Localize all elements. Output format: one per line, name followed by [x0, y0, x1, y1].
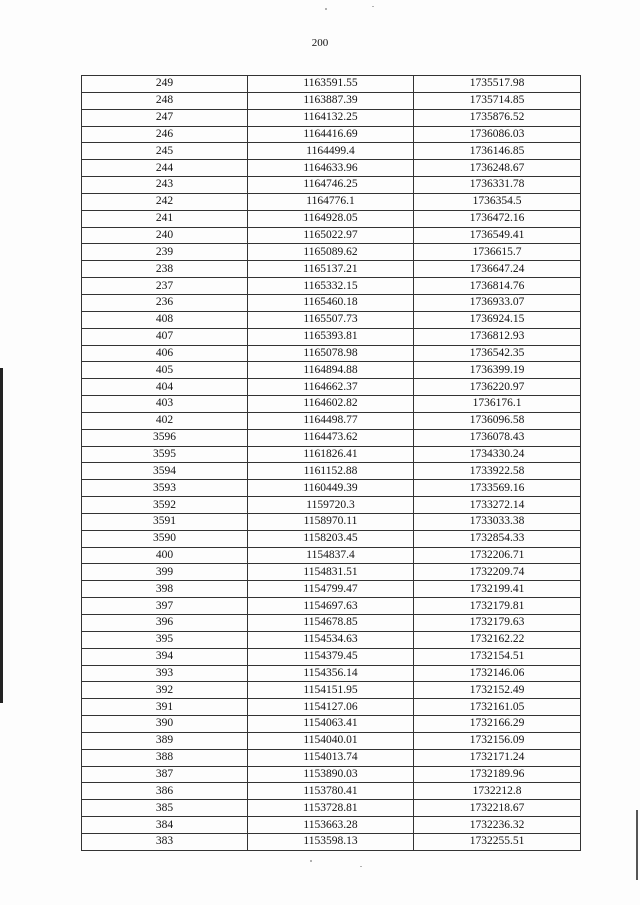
- point-number-cell: 391: [82, 699, 248, 716]
- point-number-cell: 400: [82, 547, 248, 564]
- y-coordinate-cell: 1732212.8: [414, 783, 581, 800]
- y-coordinate-cell: 1732189.96: [414, 766, 581, 783]
- y-coordinate-cell: 1732255.51: [414, 833, 581, 850]
- y-coordinate-cell: 1736086.03: [414, 126, 581, 143]
- x-coordinate-cell: 1154379.45: [248, 648, 414, 665]
- x-coordinate-cell: 1154040.01: [248, 732, 414, 749]
- point-number-cell: 387: [82, 766, 248, 783]
- scan-speck: [372, 6, 374, 7]
- y-coordinate-cell: 1736399.19: [414, 362, 581, 379]
- table-row: [82, 261, 581, 278]
- table-row: [82, 497, 581, 514]
- table-row: [82, 547, 581, 564]
- x-coordinate-cell: 1164132.25: [248, 109, 414, 126]
- table-row: [82, 412, 581, 429]
- point-number-cell: 390: [82, 716, 248, 733]
- y-coordinate-cell: 1735517.98: [414, 76, 581, 93]
- y-coordinate-cell: 1736615.7: [414, 244, 581, 261]
- y-coordinate-cell: 1732171.24: [414, 749, 581, 766]
- point-number-cell: 396: [82, 615, 248, 632]
- table-row: [82, 362, 581, 379]
- x-coordinate-cell: 1165078.98: [248, 345, 414, 362]
- point-number-cell: 384: [82, 817, 248, 834]
- y-coordinate-cell: 1736354.5: [414, 193, 581, 210]
- table-row: [82, 92, 581, 109]
- coordinates-table: [81, 75, 581, 851]
- scan-edge-left: [0, 368, 3, 703]
- x-coordinate-cell: 1165022.97: [248, 227, 414, 244]
- table-row: [82, 126, 581, 143]
- table-row: [82, 530, 581, 547]
- point-number-cell: 399: [82, 564, 248, 581]
- y-coordinate-cell: 1736542.35: [414, 345, 581, 362]
- x-coordinate-cell: 1154127.06: [248, 699, 414, 716]
- table-row: [82, 665, 581, 682]
- point-number-cell: 403: [82, 396, 248, 413]
- x-coordinate-cell: 1154831.51: [248, 564, 414, 581]
- y-coordinate-cell: 1736549.41: [414, 227, 581, 244]
- scan-speck: [325, 8, 327, 10]
- y-coordinate-cell: 1732209.74: [414, 564, 581, 581]
- x-coordinate-cell: 1164894.88: [248, 362, 414, 379]
- x-coordinate-cell: 1165137.21: [248, 261, 414, 278]
- y-coordinate-cell: 1736248.67: [414, 160, 581, 177]
- point-number-cell: 406: [82, 345, 248, 362]
- x-coordinate-cell: 1153598.13: [248, 833, 414, 850]
- point-number-cell: 249: [82, 76, 248, 93]
- table-row: [82, 800, 581, 817]
- x-coordinate-cell: 1165460.18: [248, 294, 414, 311]
- point-number-cell: 239: [82, 244, 248, 261]
- point-number-cell: 389: [82, 732, 248, 749]
- y-coordinate-cell: 1732179.81: [414, 598, 581, 615]
- y-coordinate-cell: 1736924.15: [414, 311, 581, 328]
- x-coordinate-cell: 1153663.28: [248, 817, 414, 834]
- point-number-cell: 244: [82, 160, 248, 177]
- table-row: [82, 76, 581, 93]
- y-coordinate-cell: 1736220.97: [414, 379, 581, 396]
- table-row: [82, 564, 581, 581]
- table-row: [82, 177, 581, 194]
- point-number-cell: 3593: [82, 480, 248, 497]
- y-coordinate-cell: 1732162.22: [414, 631, 581, 648]
- table-row: [82, 160, 581, 177]
- x-coordinate-cell: 1165089.62: [248, 244, 414, 261]
- y-coordinate-cell: 1732206.71: [414, 547, 581, 564]
- y-coordinate-cell: 1734330.24: [414, 446, 581, 463]
- x-coordinate-cell: 1164633.96: [248, 160, 414, 177]
- point-number-cell: 397: [82, 598, 248, 615]
- x-coordinate-cell: 1154356.14: [248, 665, 414, 682]
- y-coordinate-cell: 1733033.38: [414, 513, 581, 530]
- y-coordinate-cell: 1736812.93: [414, 328, 581, 345]
- point-number-cell: 407: [82, 328, 248, 345]
- y-coordinate-cell: 1736146.85: [414, 143, 581, 160]
- x-coordinate-cell: 1164776.1: [248, 193, 414, 210]
- x-coordinate-cell: 1164602.82: [248, 396, 414, 413]
- point-number-cell: 383: [82, 833, 248, 850]
- table-row: [82, 345, 581, 362]
- y-coordinate-cell: 1732156.09: [414, 732, 581, 749]
- point-number-cell: 404: [82, 379, 248, 396]
- point-number-cell: 241: [82, 210, 248, 227]
- page-number: 200: [311, 37, 329, 49]
- x-coordinate-cell: 1164416.69: [248, 126, 414, 143]
- table-row: [82, 210, 581, 227]
- table-row: [82, 749, 581, 766]
- scan-edge-right: [636, 810, 638, 880]
- point-number-cell: 3594: [82, 463, 248, 480]
- y-coordinate-cell: 1732199.41: [414, 581, 581, 598]
- y-coordinate-cell: 1732179.63: [414, 615, 581, 632]
- point-number-cell: 388: [82, 749, 248, 766]
- x-coordinate-cell: 1154013.74: [248, 749, 414, 766]
- table-row: [82, 513, 581, 530]
- x-coordinate-cell: 1161826.41: [248, 446, 414, 463]
- y-coordinate-cell: 1733272.14: [414, 497, 581, 514]
- point-number-cell: 243: [82, 177, 248, 194]
- point-number-cell: 237: [82, 278, 248, 295]
- point-number-cell: 398: [82, 581, 248, 598]
- y-coordinate-cell: 1732854.33: [414, 530, 581, 547]
- table-row: [82, 732, 581, 749]
- table-row: [82, 817, 581, 834]
- point-number-cell: 3596: [82, 429, 248, 446]
- point-number-cell: 242: [82, 193, 248, 210]
- y-coordinate-cell: 1736472.16: [414, 210, 581, 227]
- x-coordinate-cell: 1164662.37: [248, 379, 414, 396]
- y-coordinate-cell: 1732152.49: [414, 682, 581, 699]
- x-coordinate-cell: 1163591.55: [248, 76, 414, 93]
- x-coordinate-cell: 1163887.39: [248, 92, 414, 109]
- y-coordinate-cell: 1732236.32: [414, 817, 581, 834]
- x-coordinate-cell: 1154063.41: [248, 716, 414, 733]
- x-coordinate-cell: 1153728.81: [248, 800, 414, 817]
- x-coordinate-cell: 1154534.63: [248, 631, 414, 648]
- point-number-cell: 238: [82, 261, 248, 278]
- x-coordinate-cell: 1165393.81: [248, 328, 414, 345]
- table-row: [82, 109, 581, 126]
- x-coordinate-cell: 1158970.11: [248, 513, 414, 530]
- point-number-cell: 392: [82, 682, 248, 699]
- table-row: [82, 615, 581, 632]
- point-number-cell: 248: [82, 92, 248, 109]
- table-row: [82, 193, 581, 210]
- y-coordinate-cell: 1736331.78: [414, 177, 581, 194]
- table-row: [82, 581, 581, 598]
- table-row: [82, 648, 581, 665]
- y-coordinate-cell: 1736814.76: [414, 278, 581, 295]
- x-coordinate-cell: 1154799.47: [248, 581, 414, 598]
- point-number-cell: 394: [82, 648, 248, 665]
- x-coordinate-cell: 1164928.05: [248, 210, 414, 227]
- table-row: [82, 143, 581, 160]
- table-row: [82, 480, 581, 497]
- point-number-cell: 385: [82, 800, 248, 817]
- table-row: [82, 396, 581, 413]
- coordinates-table-body: [82, 76, 581, 851]
- y-coordinate-cell: 1735714.85: [414, 92, 581, 109]
- point-number-cell: 245: [82, 143, 248, 160]
- x-coordinate-cell: 1159720.3: [248, 497, 414, 514]
- point-number-cell: 240: [82, 227, 248, 244]
- point-number-cell: 393: [82, 665, 248, 682]
- table-row: [82, 682, 581, 699]
- x-coordinate-cell: 1158203.45: [248, 530, 414, 547]
- x-coordinate-cell: 1154697.63: [248, 598, 414, 615]
- point-number-cell: 236: [82, 294, 248, 311]
- y-coordinate-cell: 1733922.58: [414, 463, 581, 480]
- point-number-cell: 3592: [82, 497, 248, 514]
- y-coordinate-cell: 1736096.58: [414, 412, 581, 429]
- x-coordinate-cell: 1160449.39: [248, 480, 414, 497]
- x-coordinate-cell: 1154151.95: [248, 682, 414, 699]
- x-coordinate-cell: 1153780.41: [248, 783, 414, 800]
- point-number-cell: 3595: [82, 446, 248, 463]
- x-coordinate-cell: 1154837.4: [248, 547, 414, 564]
- scan-speck: [310, 860, 312, 862]
- x-coordinate-cell: 1165332.15: [248, 278, 414, 295]
- scan-speck: [360, 866, 362, 867]
- table-row: [82, 379, 581, 396]
- point-number-cell: 395: [82, 631, 248, 648]
- point-number-cell: 402: [82, 412, 248, 429]
- table-row: [82, 598, 581, 615]
- y-coordinate-cell: 1735876.52: [414, 109, 581, 126]
- y-coordinate-cell: 1732161.05: [414, 699, 581, 716]
- table-row: [82, 463, 581, 480]
- table-row: [82, 429, 581, 446]
- table-row: [82, 783, 581, 800]
- y-coordinate-cell: 1736933.07: [414, 294, 581, 311]
- point-number-cell: 386: [82, 783, 248, 800]
- y-coordinate-cell: 1732146.06: [414, 665, 581, 682]
- x-coordinate-cell: 1161152.88: [248, 463, 414, 480]
- y-coordinate-cell: 1732218.67: [414, 800, 581, 817]
- y-coordinate-cell: 1736647.24: [414, 261, 581, 278]
- table-row: [82, 244, 581, 261]
- x-coordinate-cell: 1153890.03: [248, 766, 414, 783]
- x-coordinate-cell: 1164473.62: [248, 429, 414, 446]
- point-number-cell: 247: [82, 109, 248, 126]
- point-number-cell: 405: [82, 362, 248, 379]
- y-coordinate-cell: 1733569.16: [414, 480, 581, 497]
- point-number-cell: 3590: [82, 530, 248, 547]
- x-coordinate-cell: 1164499.4: [248, 143, 414, 160]
- table-row: [82, 311, 581, 328]
- x-coordinate-cell: 1154678.85: [248, 615, 414, 632]
- table-row: [82, 699, 581, 716]
- table-row: [82, 227, 581, 244]
- y-coordinate-cell: 1732154.51: [414, 648, 581, 665]
- point-number-cell: 408: [82, 311, 248, 328]
- table-row: [82, 631, 581, 648]
- point-number-cell: 246: [82, 126, 248, 143]
- x-coordinate-cell: 1165507.73: [248, 311, 414, 328]
- table-row: [82, 278, 581, 295]
- x-coordinate-cell: 1164498.77: [248, 412, 414, 429]
- y-coordinate-cell: 1736078.43: [414, 429, 581, 446]
- x-coordinate-cell: 1164746.25: [248, 177, 414, 194]
- table-row: [82, 294, 581, 311]
- table-row: [82, 328, 581, 345]
- table-row: [82, 766, 581, 783]
- table-row: [82, 833, 581, 850]
- y-coordinate-cell: 1736176.1: [414, 396, 581, 413]
- table-row: [82, 446, 581, 463]
- table-row: [82, 716, 581, 733]
- y-coordinate-cell: 1732166.29: [414, 716, 581, 733]
- point-number-cell: 3591: [82, 513, 248, 530]
